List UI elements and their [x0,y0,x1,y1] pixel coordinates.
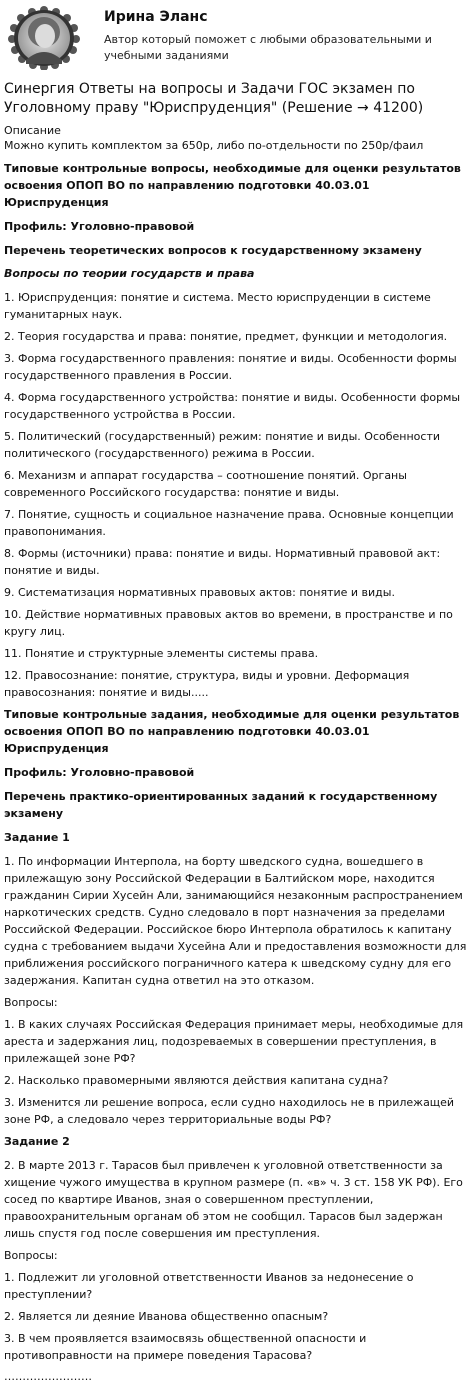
paragraph: 5. Политический (государственный) режим: понятие и виды. Особенности политического (государственного) режима в России. [4,430,441,460]
product-title: Синергия Ответы на вопросы и Задачи ГОС экзамен по Уголовному праву "Юриспруденция" (Решение → 41200) [4,81,424,116]
section-heading: Профиль: Уголовно-правовой [4,220,195,233]
paragraph: 12. Правосознание: понятие, структура, виды и уровни. Деформация правосознания: понятие и виды..... [4,669,410,699]
paragraph: 3. Изменится ли решение вопроса, если судно находилось не в прилежащей зоне РФ, а следовало через территориальные воды РФ? [4,1096,455,1126]
author-name[interactable]: Ирина Эланс [104,9,208,25]
author-description: Автор который поможет с любыми образовательными и учебными заданиями [104,33,432,62]
author-card [0,0,474,72]
paragraph: 1. Юриспруденция: понятие и система. Место юриспруденции в системе гуманитарных наук. [4,291,431,321]
section-heading: Задание 1 [4,831,70,844]
paragraph: 7. Понятие, сущность и социальное назначение права. Основные концепции правопонимания. [4,508,454,538]
paragraph: 3. В чем проявляется взаимосвязь общественной опасности и противоправности на примере поведения Тарасова? [4,1332,367,1362]
section-heading: Типовые контрольные задания, необходимые для оценки результатов освоения ОПОП ВО по направлению подготовки 40.03.01 Юриспруденция [4,708,460,755]
paragraph: 1. В каких случаях Российская Федерация принимает меры, необходимые для ареста и задержания лиц, подозреваемых в совершении преступления, в прилежащей зоне РФ? [4,1018,464,1065]
paragraph: 11. Понятие и структурные элементы системы права. [4,647,319,660]
paragraph: 9. Систематизация нормативных правовых актов: понятие и виды. [4,586,395,599]
section-heading: Задание 2 [4,1135,70,1148]
paragraph: Вопросы: [4,996,58,1009]
section-heading: Перечень теоретических вопросов к государственному экзамену [4,244,422,257]
avatar-image [4,6,84,70]
section-heading: Вопросы по теории государств и права [4,267,255,280]
paragraph: 4. Форма государственного устройства: понятие и виды. Особенности формы государственного устройства в России. [4,391,461,421]
paragraph: 2. Является ли деяние Иванова общественно опасным? [4,1310,329,1323]
paragraph: 2. Теория государства и права: понятие, предмет, функции и методология. [4,330,448,343]
author-info [104,6,434,64]
paragraph: 8. Формы (источники) права: понятие и виды. Нормативный правовой акт: понятие и виды. [4,547,441,577]
paragraph: 2. В марте 2013 г. Тарасов был привлечен к уголовной ответственности за хищение чужого имущества в крупном размере (п. «в» ч. 3 ст. 158 УК РФ). Его сосед по квартире Иванов, зная о совершенном преступлении, правоохранительным органам об этом не сообщил. Тарасов был задержан лишь спустя год после совершения им преступления. [4,1159,463,1240]
section-heading: Типовые контрольные вопросы, необходимые для оценки результатов освоения ОПОП ВО по направлению подготовки 40.03.01 Юриспруденция [4,162,461,209]
section-heading: Профиль: Уголовно-правовой [4,766,195,779]
paragraph: 1. По информации Интерпола, на борту шведского судна, вошедшего в прилежащую зону Российской Федерации в Балтийском море, находится гражданин Сирии Хусейн Али, занимающийся незаконным распространением наркотических средств. Судно следовало в порт назначения за пределами Российской Федерации. Российское бюро Интерпола обратилось к капитану судна с требованием выдачи Хусейна Али и предоставления возможности для приближения российского пограничного катера к шведскому судну для его задержания. Капитан судна ответил на это отказом. [4,855,467,987]
section-heading: Перечень практико-ориентированных заданий к государственному экзамену [4,790,438,820]
paragraph: 3. Форма государственного правления: понятие и виды. Особенности формы государственного правления в России. [4,352,457,382]
description-body [4,160,470,1364]
paragraph: Вопросы: [4,1249,58,1262]
price-text: Можно купить комплектом за 650р, либо по-отдельности по 250р/фаил [4,139,424,152]
product-content [0,72,474,1384]
paragraph: 6. Механизм и аппарат государства – соотношение понятий. Органы современного Российского государства: понятие и виды. [4,469,407,499]
paragraph: 10. Действие нормативных правовых актов во времени, в пространстве и по кругу лиц. [4,608,453,638]
author-avatar[interactable] [4,6,84,70]
paragraph: 2. Насколько правомерными являются действия капитана судна? [4,1074,389,1087]
ellipsis-text: …………………… [4,1370,92,1383]
paragraph: 1. Подлежит ли уголовной ответственности Иванов за недонесение о преступлении? [4,1271,414,1301]
description-label: Описание [4,124,61,137]
